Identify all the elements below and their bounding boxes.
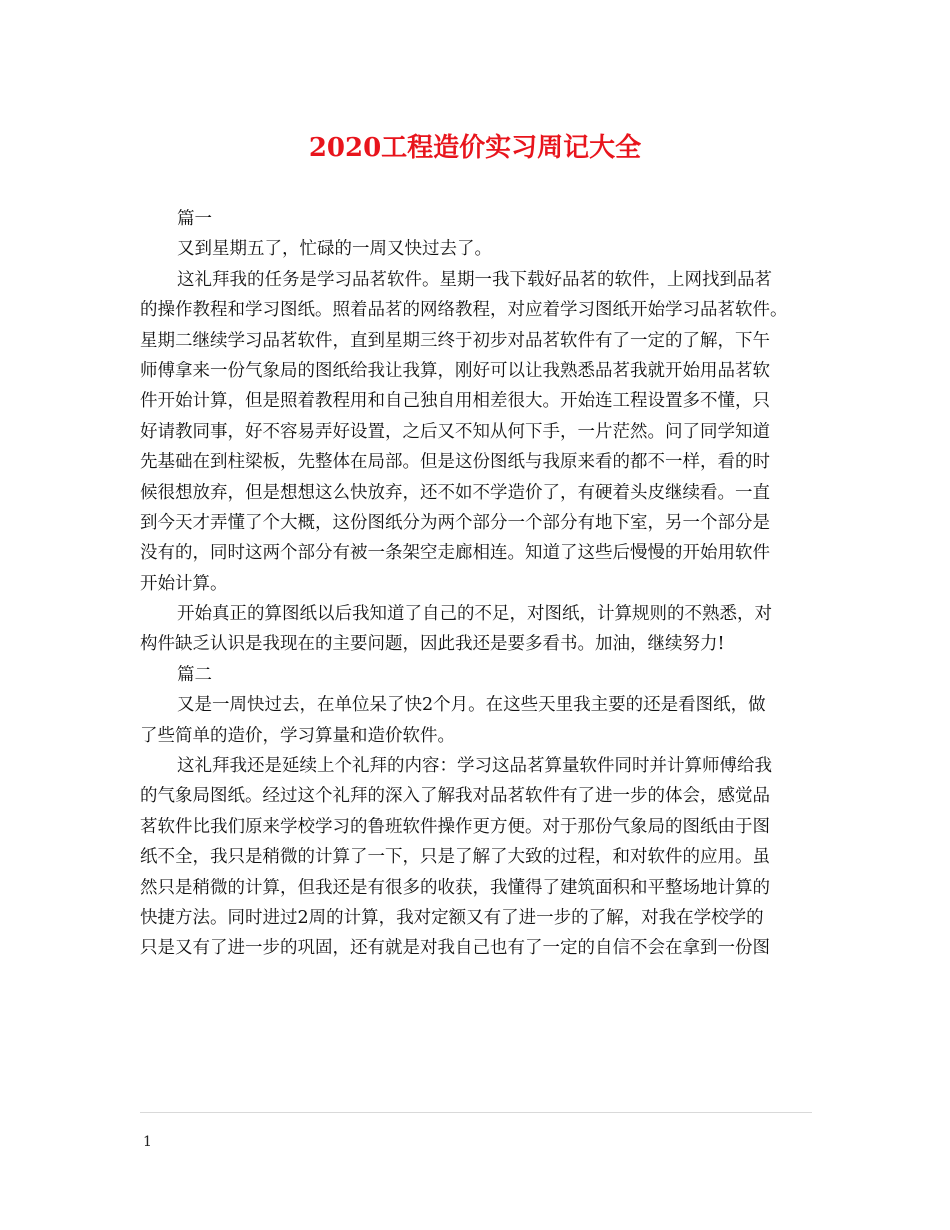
- body-line: 开始真正的算图纸以后我知道了自己的不足，对图纸，计算规则的不熟悉，对: [177, 604, 772, 625]
- body-line: 了些简单的造价，学习算量和造价软件。: [140, 725, 455, 746]
- body-line: 没有的，同时这两个部分有被一条架空走廊相连。知道了这些后慢慢的开始用软件: [140, 543, 770, 564]
- body-line: 又到星期五了，忙碌的一周又快过去了。: [177, 239, 492, 260]
- body-line: 的操作教程和学习图纸。照着品茗的网络教程，对应着学习图纸开始学习品茗软件。: [140, 300, 788, 321]
- body-line: 篇二: [177, 664, 212, 685]
- body-line: 构件缺乏认识是我现在的主要问题，因此我还是要多看书。加油，继续努力!: [140, 634, 725, 655]
- body-line: 纸不全，我只是稍微的计算了一下，只是了解了大致的过程，和对软件的应用。虽: [140, 847, 770, 868]
- body-line: 件开始计算，但是照着教程用和自己独自用相差很大。开始连工程设置多不懂，只: [140, 391, 770, 412]
- body-line: 这礼拜我还是延续上个礼拜的内容：学习这品茗算量软件同时并计算师傅给我: [177, 756, 772, 777]
- page-number: 1: [143, 1134, 152, 1150]
- body-line: 先基础在到柱梁板，先整体在局部。但是这份图纸与我原来看的都不一样，看的时: [140, 452, 770, 473]
- document-title: 2020工程造价实习周记大全: [308, 133, 642, 163]
- footer-divider: [140, 1112, 812, 1113]
- body-line: 开始计算。: [140, 573, 228, 594]
- body-line: 的气象局图纸。经过这个礼拜的深入了解我对品茗软件有了进一步的体会，感觉品: [140, 786, 770, 807]
- document-body: [140, 204, 812, 964]
- body-line: 好请教同事，好不容易弄好设置，之后又不知从何下手，一片茫然。问了同学知道: [140, 421, 770, 442]
- body-line: 茗软件比我们原来学校学习的鲁班软件操作更方便。对于那份气象局的图纸由于图: [140, 816, 770, 837]
- body-line: 候很想放弃，但是想想这么快放弃，还不如不学造价了，有硬着头皮继续看。一直: [140, 482, 770, 503]
- body-line: 到今天才弄懂了个大概，这份图纸分为两个部分一个部分有地下室，另一个部分是: [140, 512, 770, 533]
- body-line: 又是一周快过去，在单位呆了快2个月。在这些天里我主要的还是看图纸，做: [177, 695, 766, 716]
- body-line: 这礼拜我的任务是学习品茗软件。星期一我下载好品茗的软件，上网找到品茗: [177, 269, 772, 290]
- body-line: 篇一: [177, 209, 212, 229]
- body-line: 星期二继续学习品茗软件，直到星期三终于初步对品茗软件有了一定的了解，下午: [140, 330, 770, 351]
- body-line: 师傅拿来一份气象局的图纸给我让我算，刚好可以让我熟悉品茗我就开始用品茗软: [140, 360, 770, 381]
- body-line: 快捷方法。同时进过2周的计算，我对定额又有了进一步的了解，对我在学校学的: [140, 907, 764, 928]
- body-line: 然只是稍微的计算，但我还是有很多的收获，我懂得了建筑面积和平整场地计算的: [140, 877, 770, 898]
- body-line: 只是又有了进一步的巩固，还有就是对我自己也有了一定的自信不会在拿到一份图: [140, 938, 770, 959]
